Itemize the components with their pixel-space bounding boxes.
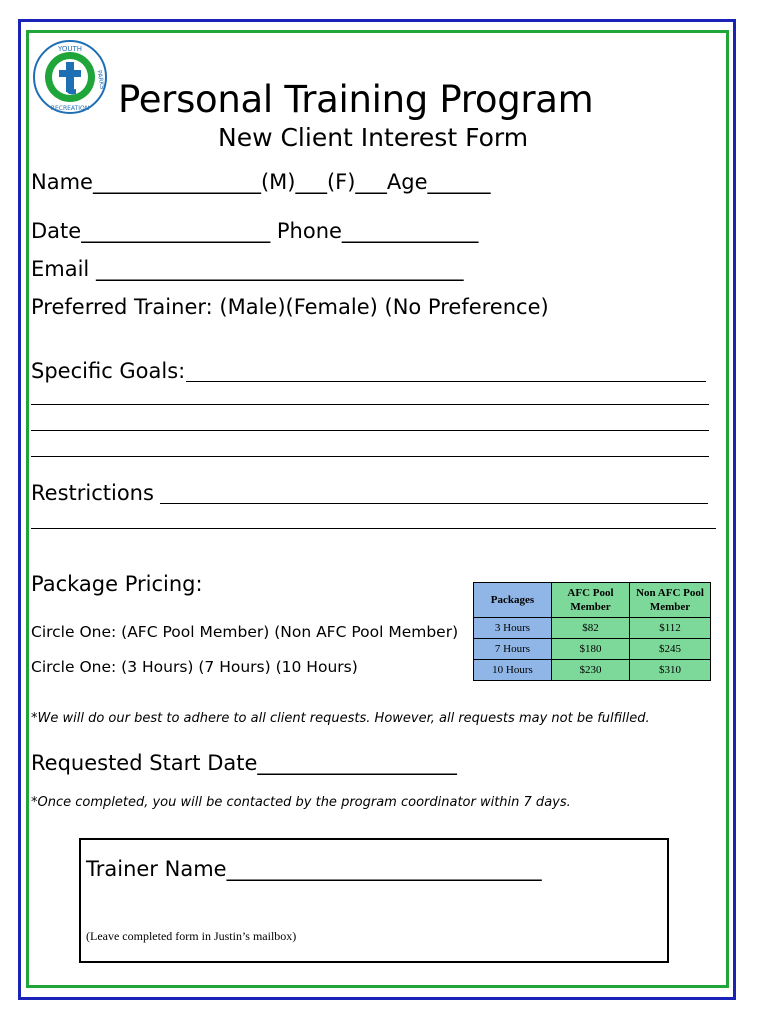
table-cell: $245 [630, 639, 711, 660]
recreation-logo [33, 40, 107, 114]
table-row [474, 618, 711, 639]
goals-line-2[interactable] [31, 404, 709, 405]
goals-line-1[interactable] [186, 381, 706, 382]
table-row [474, 660, 711, 681]
table-header-afc: AFC Pool Member [552, 583, 630, 618]
table-cell: $82 [552, 618, 630, 639]
table-header-row [474, 583, 711, 618]
restrictions-line-1[interactable] [160, 503, 708, 504]
trainer-name-field[interactable]: Trainer Name______________________________ [86, 857, 542, 881]
table-header-non-afc: Non AFC Pool Member [630, 583, 711, 618]
requests-note: *We will do our best to adhere to all client requests. However, all requests may not be fulfilled. [31, 711, 650, 726]
table-cell: 7 Hours [474, 639, 552, 660]
table-cell: $180 [552, 639, 630, 660]
table-row [474, 639, 711, 660]
trainer-box-instruction: (Leave completed form in Justin’s mailbox) [86, 929, 297, 943]
date-phone-field[interactable]: Date__________________ Phone_____________ [31, 219, 479, 243]
table-header-packages: Packages [474, 583, 552, 618]
package-pricing-label: Package Pricing: [31, 572, 203, 596]
contact-note: *Once completed, you will be contacted by the program coordinator within 7 days. [31, 795, 571, 810]
logo-text-right: PARKS [95, 69, 106, 90]
table-cell: $310 [630, 660, 711, 681]
goals-line-3[interactable] [31, 430, 709, 431]
page-title: Personal Training Program [118, 78, 594, 121]
name-gender-age-field[interactable]: Name________________(M)___(F)___Age______ [31, 170, 491, 194]
requested-start-date-field[interactable]: Requested Start Date___________________ [31, 751, 457, 775]
table-cell: $112 [630, 618, 711, 639]
table-cell: $230 [552, 660, 630, 681]
hours-choice[interactable]: Circle One: (3 Hours) (7 Hours) (10 Hours) [31, 658, 358, 676]
logo-text-bottom: RECREATION [50, 105, 90, 112]
goals-line-4[interactable] [31, 456, 709, 457]
pricing-table [473, 582, 711, 681]
logo-text-top: YOUTH [57, 45, 83, 53]
email-field[interactable]: Email ___________________________________ [31, 257, 464, 281]
membership-choice[interactable]: Circle One: (AFC Pool Member) (Non AFC Pool Member) [31, 623, 459, 641]
specific-goals-label: Specific Goals: [31, 359, 186, 383]
preferred-trainer-field[interactable]: Preferred Trainer: (Male)(Female) (No Preference) [31, 295, 549, 319]
table-cell: 10 Hours [474, 660, 552, 681]
table-cell: 3 Hours [474, 618, 552, 639]
restrictions-line-2[interactable] [31, 528, 716, 529]
restrictions-label: Restrictions [31, 481, 154, 505]
trainer-box [79, 838, 669, 963]
page-subtitle: New Client Interest Form [218, 123, 529, 152]
